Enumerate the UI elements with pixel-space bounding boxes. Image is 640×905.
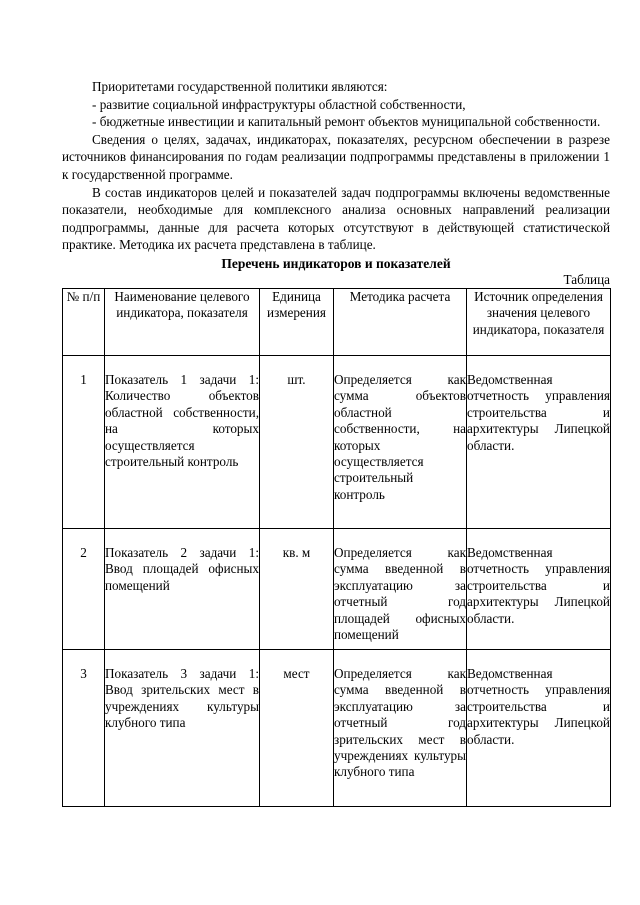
row-source: Ведомственная отчетность управления строительства и архитектуры Липецкой области.: [467, 528, 611, 649]
row-method: Определяется как сумма введенной в эксплуатацию за отчетный год площадей офисных помещений: [334, 528, 467, 649]
intro-paragraph-4: Сведения о целях, задачах, индикаторах, показателях, ресурсном обеспечении в разрезе источников финансирования по годам реализации подпрограммы представлены в приложении 1 к государственной программе.: [62, 131, 610, 182]
row-source: Ведомственная отчетность управления строительства и архитектуры Липецкой области.: [467, 649, 611, 806]
row-number: 1: [63, 355, 105, 528]
header-number: № п/п: [63, 288, 105, 355]
header-source: Источник определения значения целевого индикатора, показателя: [467, 288, 611, 355]
row-unit: шт.: [260, 355, 334, 528]
intro-paragraph-5: В состав индикаторов целей и показателей задач подпрограммы включены ведомственные показатели, необходимые для комплексного анализа основных направлений реализации подпрограммы, данные для расчета которых отсутствуют в действующей статистической практике. Методика их расчета представлена в таблице.: [62, 184, 610, 253]
row-unit: кв. м: [260, 528, 334, 649]
table-row: [63, 528, 611, 649]
intro-paragraph-3: - бюджетные инвестиции и капитальный ремонт объектов муниципальной собственности.: [92, 114, 601, 130]
row-number: 3: [63, 649, 105, 806]
row-indicator-name: Показатель 1 задачи 1: Количество объектов областной собственности, на которых осуществляется строительный контроль: [105, 355, 260, 528]
table-header-row: [63, 288, 611, 355]
row-method: Определяется как сумма введенной в эксплуатацию за отчетный год зрительских мест в учреждениях культуры клубного типа: [334, 649, 467, 806]
document-page: [62, 78, 610, 807]
intro-paragraph-1: Приоритетами государственной политики являются:: [92, 79, 388, 94]
header-unit: Единица измерения: [260, 288, 334, 355]
row-method: Определяется как сумма объектов областной собственности, на которых осуществляется строительный контроль: [334, 355, 467, 528]
row-indicator-name: Показатель 2 задачи 1: Ввод площадей офисных помещений: [105, 528, 260, 649]
row-unit: мест: [260, 649, 334, 806]
header-indicator-name: Наименование целевого индикатора, показателя: [105, 288, 260, 355]
table-row: [63, 649, 611, 806]
table-caption: Таблица: [563, 271, 610, 287]
row-indicator-name: Показатель 3 задачи 1: Ввод зрительских мест в учреждениях культуры клубного типа: [105, 649, 260, 806]
intro-paragraph-2: - развитие социальной инфраструктуры областной собственности,: [92, 96, 466, 112]
table-title: Перечень индикаторов и показателей: [221, 255, 451, 271]
table-row: [63, 355, 611, 528]
header-method: Методика расчета: [334, 288, 467, 355]
row-source: Ведомственная отчетность управления строительства и архитектуры Липецкой области.: [467, 355, 611, 528]
indicators-table: [62, 288, 611, 807]
row-number: 2: [63, 528, 105, 649]
